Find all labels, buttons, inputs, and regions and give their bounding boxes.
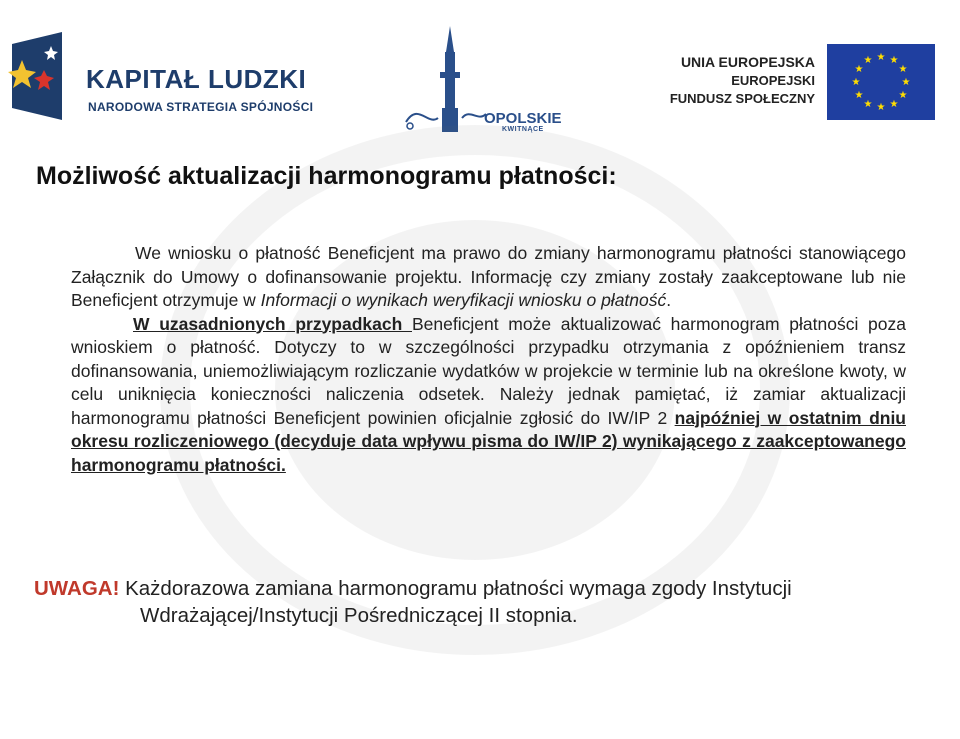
paragraph-2-text-a: Beneficjent może aktualizować harmonogram płatności poza wnioskiem o płatność. Dotyczy to w szczególności przypadku otrzymania z opóźnieniem transz dofinansowania, uniemożliwiającym rozliczanie wydatków w projekcie w terminie lub na określone kwoty, w celu uniknięcia konieczności naliczenia odsetek. Należy jednak pamiętać, iż zamiar aktualizacji harmonogramu płatności Beneficjent powinien oficjalnie zgłosić do IW/IP 2 (71, 313, 906, 428)
svg-text:★: ★ (854, 64, 864, 75)
paragraph-1-text-b: . (666, 290, 672, 310)
paragraph-1 (71, 242, 906, 313)
svg-text:★: ★ (889, 55, 899, 66)
paragraph-1-text-a: We wniosku o płatność Beneficjent ma prawo do zmiany harmonogramu płatności stanowiącego Załącznik do Umowy o dofinansowanie projektu. Informację czy zmiany zostały zaakceptowane lub nie Beneficjent otrzymuje w (71, 243, 906, 310)
opolskie-name: OPOLSKIE (484, 110, 562, 127)
svg-text:★: ★ (851, 77, 861, 88)
svg-text:★: ★ (876, 102, 886, 113)
warning-text-2: Wdrażającej/Instytucji Pośredniczącej II stopnia. (140, 604, 578, 627)
warning-text-1: Każdorazowa zamiana harmonogramu płatności wymaga zgody Instytucji (119, 577, 792, 600)
svg-text:★: ★ (898, 90, 908, 101)
kapital-ludzki-title: KAPITAŁ LUDZKI (86, 64, 307, 94)
paragraph-1-italic: Informacji o wynikach weryfikacji wniosku o płatność (260, 290, 667, 310)
paragraph-2-intro: W uzasadnionych przypadkach (133, 313, 412, 334)
body-text (71, 242, 906, 477)
slide-heading: Możliwość aktualizacji harmonogramu płatności: (36, 162, 617, 190)
warning-label: UWAGA! (34, 577, 120, 600)
eu-line2: EUROPEJSKI (731, 73, 815, 88)
warning-note (34, 575, 906, 629)
svg-text:★: ★ (863, 99, 873, 110)
opolskie-tagline: KWITNĄCE (502, 126, 544, 133)
kapital-ludzki-emblem-icon (4, 30, 84, 130)
svg-text:★: ★ (898, 64, 908, 75)
kapital-ludzki-subtitle: NARODOWA STRATEGIA SPÓJNOŚCI (88, 100, 314, 114)
warning-line-1 (34, 575, 906, 602)
svg-text:★: ★ (889, 99, 899, 110)
svg-text:★: ★ (854, 90, 864, 101)
svg-text:★: ★ (876, 52, 886, 63)
svg-text:★: ★ (863, 55, 873, 66)
eu-line1: UNIA EUROPEJSKA (680, 54, 815, 70)
svg-text:★: ★ (901, 77, 911, 88)
paragraph-2-deadline: najpóźniej w ostatnim dniu okresu rozliczeniowego (decyduje data wpływu pisma do IW/IP 2) wynikającego z zaakceptowanego harmonogramu płatności. (71, 407, 906, 475)
eu-line3: FUNDUSZ SPOŁECZNY (669, 91, 815, 106)
paragraph-2 (71, 313, 906, 478)
eu-flag-icon (827, 44, 935, 120)
